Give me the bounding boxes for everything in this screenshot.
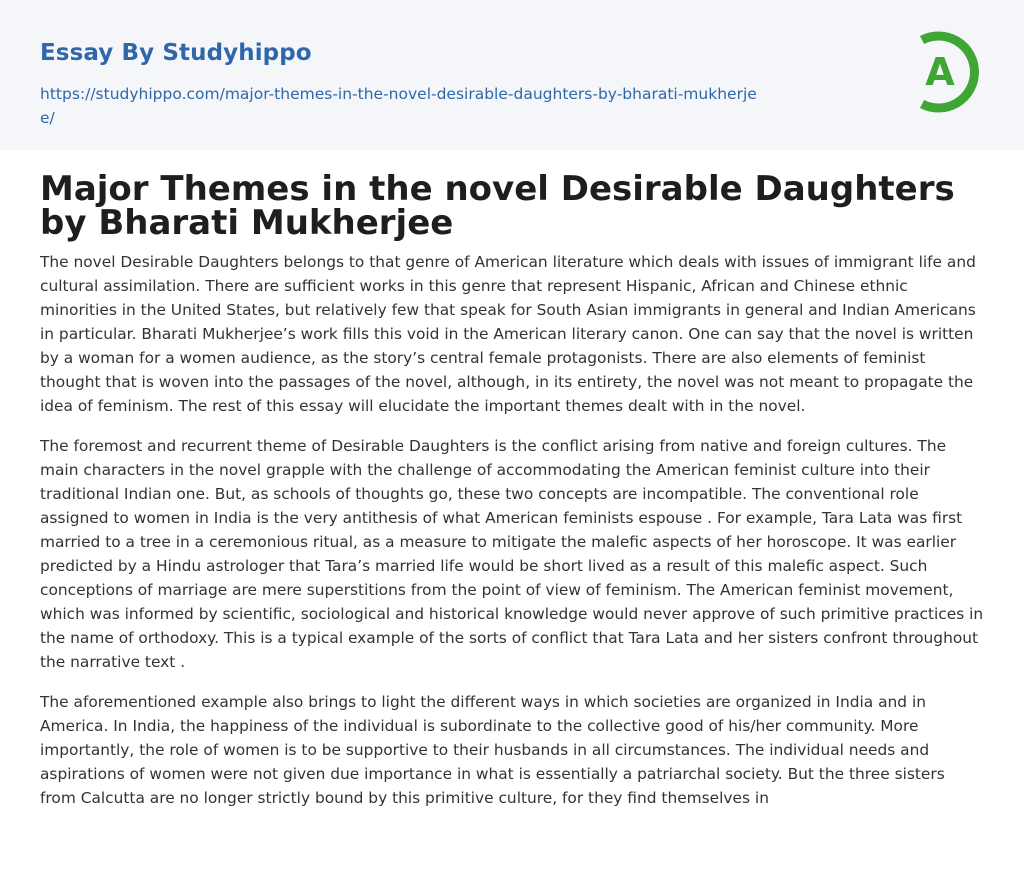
logo-letter: A (925, 50, 955, 94)
paragraph-3: The aforementioned example also brings to light the different ways in which societies are organized in India and in America. In India, the happiness of the individual is subordinate to the collective good of his/her community. More importantly, the role of women is to be supportive to their husbands in all circumstances. The individual needs and aspirations of women were not given due importance in what is essentially a patriarchal society. But the three sisters from Calcutta are no longer strictly bound by this primitive culture, for they find themselves in (40, 693, 945, 807)
article (0, 169, 1024, 810)
paragraph-2: The foremost and recurrent theme of Desirable Daughters is the conflict arising from native and foreign cultures. The main characters in the novel grapple with the challenge of accommodating the American feminist culture into their traditional Indian one. But, as schools of thoughts go, these two concepts are incompatible. The conventional role assigned to women in India is the very antithesis of what American feminists espouse . For example, Tara Lata was first married to a tree in a ceremonious ritual, as a measure to mitigate the malefic aspects of her horoscope. It was earlier predicted by a Hindu astrologer that Tara’s married life would be short lived as a result of this malefic aspect. Such conceptions of marriage are mere superstitions from the point of view of feminism. The American feminist movement, which was informed by scientific, sociological and historical knowledge would never approve of such primitive practices in the name of orthodoxy. This is a typical example of the sorts of conflict that Tara Lata and her sisters confront throughout the narrative text . (40, 437, 984, 671)
site-brand: Essay By Studyhippo (40, 40, 312, 66)
studyhippo-logo (908, 28, 988, 116)
paragraph-1: The novel Desirable Daughters belongs to that genre of American literature which deals with issues of immigrant life and cultural assimilation. There are sufficient works in this genre that represent Hispanic, African and Chinese ethnic minorities in the United States, but relatively few that speak for South Asian immigrants in general and Indian Americans in particular. Bharati Mukherjee’s work fills this void in the American literary canon. One can say that the novel is written by a woman for a women audience, as the story’s central female protagonists. There are also elements of feminist thought that is woven into the passages of the novel, although, in its entirety, the novel was not meant to propagate the idea of feminism. The rest of this essay will elucidate the important themes dealt with in the novel. (40, 253, 976, 415)
article-title: Major Themes in the novel Desirable Daughters by Bharati Mukherjee (40, 169, 955, 243)
site-header (0, 0, 1024, 150)
source-url-link[interactable]: https://studyhippo.com/major-themes-in-the-novel-desirable-daughters-by-bharati-mukherjee/ (40, 85, 757, 127)
